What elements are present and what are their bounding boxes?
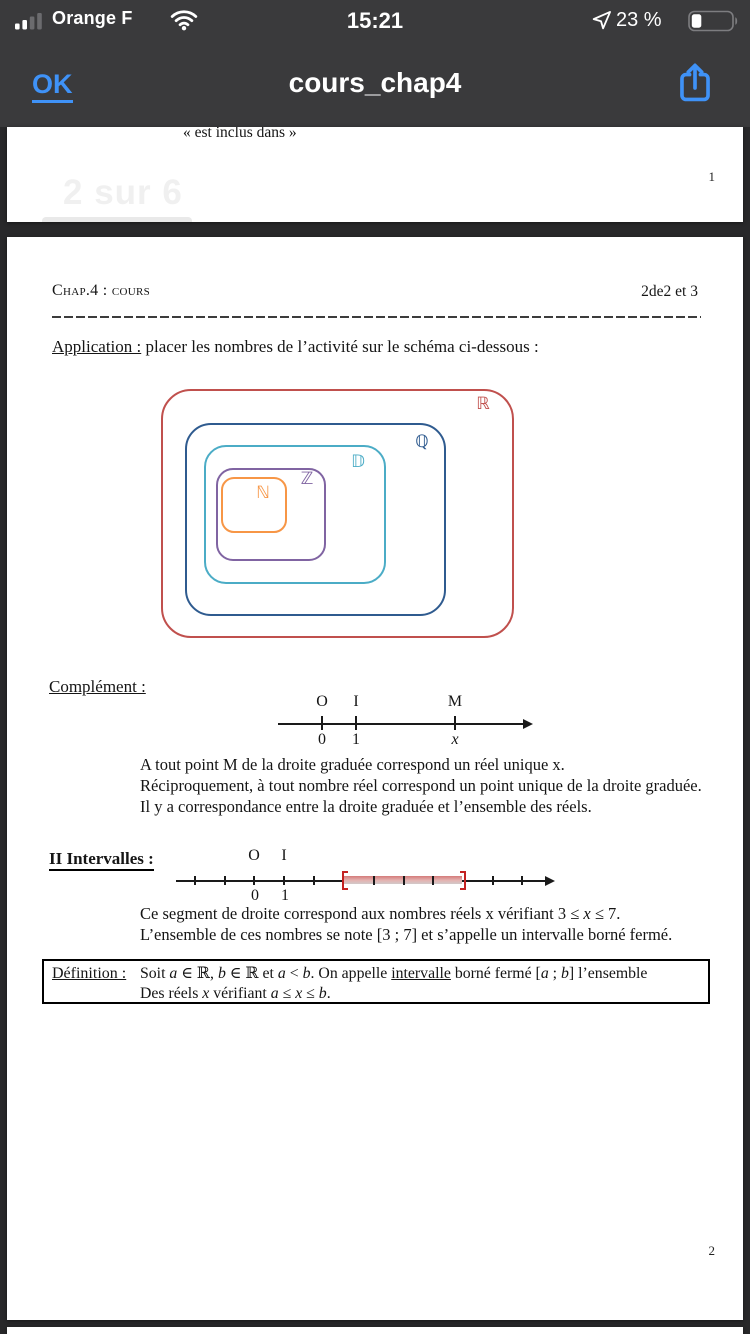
tick [224,876,226,885]
set-label-rationals: ℚ [415,432,429,452]
page-indicator-pill [42,217,192,222]
tick [373,876,375,885]
page-1-fragment [7,127,743,222]
set-label-integers: ℤ [300,469,314,489]
cellular-signal-icon [14,11,44,31]
numberline-arrowhead [545,876,555,886]
intervalles-heading: II Intervalles : [49,849,154,869]
interval-bracket-close [460,871,466,890]
tick [283,876,285,885]
tick-label-1: 1 [352,731,360,748]
carrier-label: Orange F [52,8,133,28]
complement-heading: Complément : [49,677,146,696]
tick [313,876,315,885]
wifi-icon [170,9,198,31]
battery-percent: 23 % [616,9,662,31]
page-indicator-watermark: 2 sur 6 [63,173,183,212]
status-bar [0,0,750,44]
set-label-reals: ℝ [476,394,490,414]
definition-body [140,964,648,1002]
tick-label-x: x [451,731,459,748]
definition-line-2: Des réels x vérifiant a ≤ x ≤ b. [140,984,331,1002]
dashed-divider [52,316,701,318]
tick [355,716,357,730]
tick [454,716,456,730]
done-button[interactable]: OK [32,68,73,103]
complement-line-3: Il y a correspondance entre la droite graduée et l’ensemble des réels. [140,797,592,816]
set-label-naturals: ℕ [256,483,270,503]
point-label-O: O [248,847,260,864]
tick [492,876,494,885]
tick [432,876,434,885]
top-chrome [0,0,750,127]
definition-label: Définition : [52,965,127,982]
clock: 15:21 [346,8,404,33]
class-header: 2de2 et 3 [641,283,698,300]
tick-label-1: 1 [281,887,289,904]
point-label-I: I [281,847,287,864]
tick [253,876,255,885]
complement-paragraph [140,754,702,817]
battery-icon [688,10,742,32]
set-label-decimals: 𝔻 [351,452,365,472]
numberline-arrowhead [523,719,533,729]
tick [321,716,323,730]
page-1-number: 1 [708,169,715,184]
point-label-O: O [316,693,328,710]
interval-bracket-open [342,871,348,890]
numberline-axis [278,723,524,725]
complement-line-2: Réciproquement, à tout nombre réel correspond un point unique de la droite graduée. [140,776,702,795]
page-3-edge [7,1327,743,1334]
segment-line-1: Ce segment de droite correspond aux nombres réels x vérifiant 3 ≤ x ≤ 7. [140,904,621,923]
chapter-header: Chap.4 : cours [52,282,151,299]
document-title: cours_chap4 [288,67,462,98]
segment-line-2: L’ensemble de ces nombres se note [3 ; 7] et s’appelle un intervalle borné fermé. [140,925,673,944]
application-line: Application : placer les nombres de l’activité sur le schéma ci-dessous : [52,337,539,356]
tick [521,876,523,885]
tick-label-0: 0 [318,731,326,748]
tick [194,876,196,885]
share-icon[interactable] [672,60,718,106]
tick-label-0: 0 [251,887,259,904]
set-rect-naturals [221,477,287,533]
point-label-M: M [447,693,463,710]
point-label-I: I [353,693,359,710]
definition-line-1: Soit a ∈ ℝ, b ∈ ℝ et a < b. On appelle intervalle borné fermé [a ; b] l’ensemble [140,965,648,982]
location-arrow-icon [591,9,613,31]
complement-line-1: A tout point M de la droite graduée correspond un réel unique x. [140,755,565,774]
page-2-number: 2 [708,1243,715,1258]
definition-box [42,959,710,1004]
tick [403,876,405,885]
page-2 [7,237,743,1320]
inclusion-caption: « est inclus dans » [183,127,297,141]
